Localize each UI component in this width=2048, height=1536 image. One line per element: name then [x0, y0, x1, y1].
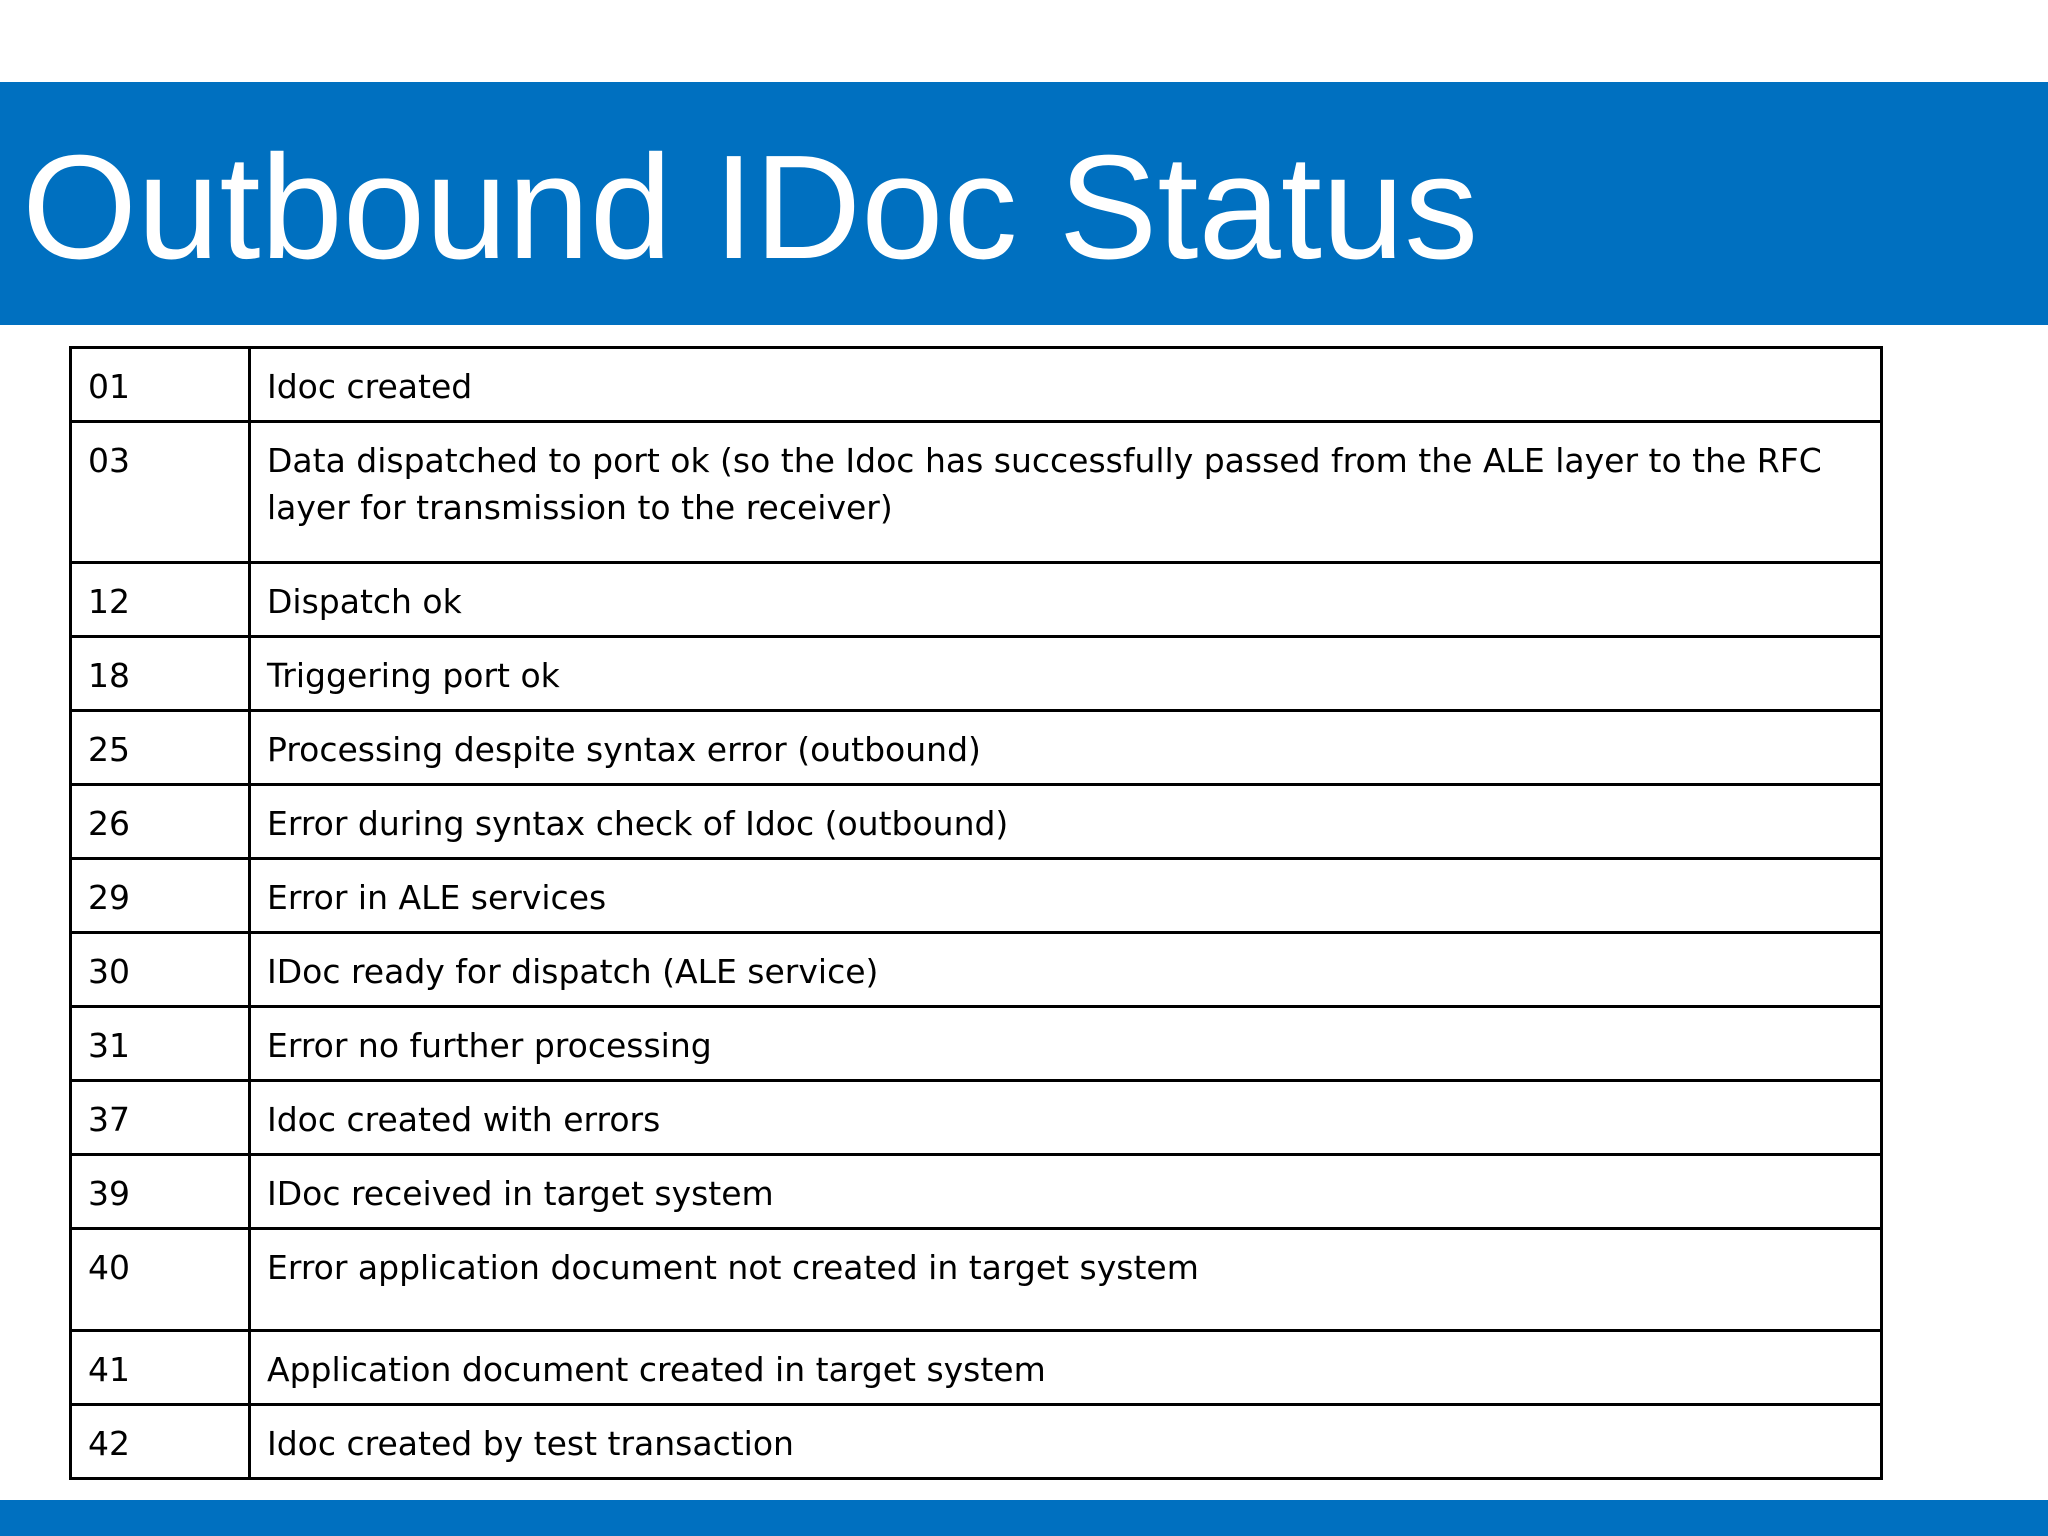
- status-description: Idoc created with errors: [250, 1081, 1882, 1155]
- status-description: Idoc created: [250, 348, 1882, 422]
- status-code: 18: [71, 637, 250, 711]
- status-description: Idoc created by test transaction: [250, 1405, 1882, 1479]
- status-code: 41: [71, 1331, 250, 1405]
- status-code: 26: [71, 785, 250, 859]
- status-description: Error in ALE services: [250, 859, 1882, 933]
- status-description: Error no further processing: [250, 1007, 1882, 1081]
- status-description: Processing despite syntax error (outbound): [250, 711, 1882, 785]
- table-row: [71, 711, 1882, 785]
- table-row: [71, 1007, 1882, 1081]
- table-row: [71, 1405, 1882, 1479]
- status-description: Error application document not created in target system: [250, 1229, 1882, 1331]
- table-row: [71, 422, 1882, 563]
- status-description: Error during syntax check of Idoc (outbound): [250, 785, 1882, 859]
- status-code: 12: [71, 563, 250, 637]
- status-description: Application document created in target system: [250, 1331, 1882, 1405]
- table-row: [71, 1155, 1882, 1229]
- table-row: [71, 563, 1882, 637]
- slide-title: Outbound IDoc Status: [22, 125, 1479, 290]
- table-row: [71, 785, 1882, 859]
- status-description: IDoc ready for dispatch (ALE service): [250, 933, 1882, 1007]
- status-code: 29: [71, 859, 250, 933]
- table-row: [71, 1081, 1882, 1155]
- status-code: 30: [71, 933, 250, 1007]
- status-table: [69, 346, 1883, 1480]
- footer-band: [0, 1500, 2048, 1536]
- table-row: [71, 1229, 1882, 1331]
- status-code: 39: [71, 1155, 250, 1229]
- table-row: [71, 859, 1882, 933]
- status-code: 31: [71, 1007, 250, 1081]
- status-description: IDoc received in target system: [250, 1155, 1882, 1229]
- table-row: [71, 348, 1882, 422]
- table-row: [71, 1331, 1882, 1405]
- status-description: Data dispatched to port ok (so the Idoc has successfully passed from the ALE layer to the RFC layer for transmission to the receiver): [250, 422, 1882, 563]
- status-code: 01: [71, 348, 250, 422]
- status-code: 42: [71, 1405, 250, 1479]
- status-code: 40: [71, 1229, 250, 1331]
- table-row: [71, 637, 1882, 711]
- status-code: 37: [71, 1081, 250, 1155]
- status-description: Dispatch ok: [250, 563, 1882, 637]
- status-code: 03: [71, 422, 250, 563]
- status-code: 25: [71, 711, 250, 785]
- table-row: [71, 933, 1882, 1007]
- status-description: Triggering port ok: [250, 637, 1882, 711]
